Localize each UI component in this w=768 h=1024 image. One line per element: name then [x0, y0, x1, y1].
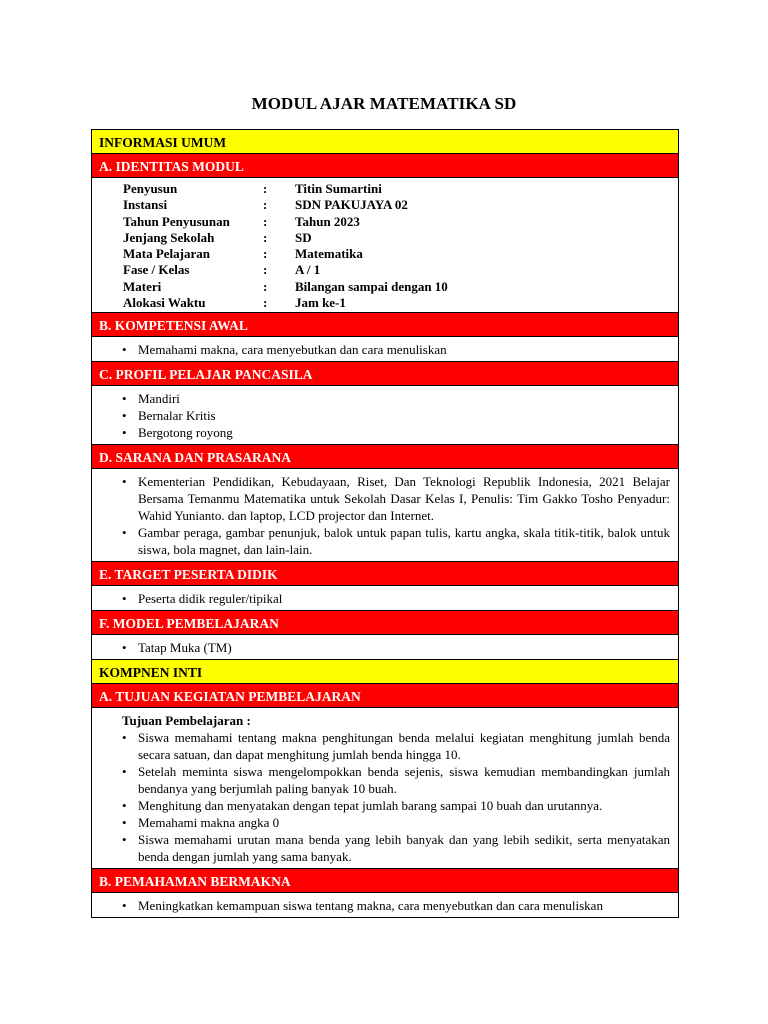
list-item-text: Memahami makna angka 0	[138, 815, 280, 831]
list-item-text: Mandiri	[138, 391, 180, 407]
identitas-separator: :	[263, 213, 268, 229]
bullet-icon: •	[122, 640, 127, 656]
sarana-prasarana-section	[92, 468, 678, 561]
list-item-text: Tatap Muka (TM)	[138, 640, 232, 656]
pemahaman-bermakna-section	[92, 892, 678, 917]
identitas-row	[123, 230, 670, 246]
list-item	[122, 797, 670, 814]
identitas-value: Titin Sumartini	[295, 181, 382, 196]
list-item-text: Setelah meminta siswa mengelompokkan benda sejenis, siswa kemudian membandingkan jumlah bendanya yang berjumlah paling banyak 10 buah.	[138, 764, 670, 797]
list-item	[122, 897, 670, 914]
kompetensi-awal-section	[92, 336, 678, 361]
list-item-text: Siswa memahami tentang makna penghitungan benda melalui kegiatan menghitung jumlah benda secara satuan, dan dapat menghitung jumlah benda hingga 10.	[138, 730, 670, 763]
komponen-inti-header: KOMPNEN INTI	[92, 659, 678, 683]
informasi-umum-header: INFORMASI UMUM	[92, 129, 678, 153]
bullet-icon: •	[122, 730, 127, 746]
identitas-key: Alokasi Waktu	[123, 295, 206, 311]
list-item-text: Menghitung dan menyatakan dengan tepat jumlah barang sampai 10 buah dan urutannya.	[138, 798, 603, 814]
identitas-key: Tahun Penyusunan	[123, 213, 230, 229]
pemahaman-bermakna-header: B. PEMAHAMAN BERMAKNA	[92, 868, 678, 892]
identitas-value: SD	[295, 229, 312, 245]
identitas-separator: :	[263, 181, 268, 196]
identitas-key: Materi	[123, 278, 162, 294]
identitas-key: Jenjang Sekolah	[123, 229, 215, 245]
list-item-text: Meningkatkan kemampuan siswa tentang makna, cara menyebutkan dan cara menuliskan	[138, 898, 603, 914]
list-item	[122, 639, 670, 656]
list-item-text: Gambar peraga, gambar penunjuk, balok untuk papan tulis, kartu angka, skala titik-titik, balok untuk siswa, bola magnet, dan lain-lain.	[138, 525, 670, 558]
identitas-modul-header: A. IDENTITAS MODUL	[92, 153, 678, 177]
identitas-value: SDN PAKUJAYA 02	[295, 197, 408, 213]
bullet-icon: •	[122, 425, 127, 441]
list-item	[122, 831, 670, 865]
bullet-icon: •	[122, 764, 127, 780]
identitas-row	[123, 262, 670, 278]
bullet-icon: •	[122, 408, 127, 424]
identitas-row	[123, 295, 670, 311]
sarana-prasarana-header: D. SARANA DAN PRASARANA	[92, 444, 678, 468]
page-title: MODUL AJAR MATEMATIKA SD	[251, 94, 517, 113]
identitas-value: Matematika	[295, 246, 363, 262]
module-table	[91, 129, 679, 918]
identitas-value: Tahun 2023	[295, 213, 360, 229]
identitas-row	[123, 214, 670, 230]
tujuan-subheading: Tujuan Pembelajaran :	[122, 713, 251, 729]
model-pembelajaran-section	[92, 634, 678, 659]
identitas-key: Fase / Kelas	[123, 262, 190, 278]
identitas-key: Instansi	[123, 197, 168, 213]
list-item-text: Bernalar Kritis	[138, 408, 216, 424]
list-item	[122, 407, 670, 424]
identitas-row	[123, 197, 670, 213]
identitas-key: Penyusun	[123, 181, 178, 196]
tujuan-kegiatan-header: A. TUJUAN KEGIATAN PEMBELAJARAN	[92, 683, 678, 707]
tujuan-kegiatan-section	[92, 707, 678, 868]
identitas-separator: :	[263, 295, 268, 311]
bullet-icon: •	[122, 798, 127, 814]
identitas-modul-section	[92, 177, 678, 312]
bullet-icon: •	[122, 391, 127, 407]
list-item	[122, 763, 670, 797]
identitas-separator: :	[263, 246, 268, 262]
bullet-icon: •	[122, 898, 127, 914]
bullet-icon: •	[122, 591, 127, 607]
list-item	[122, 729, 670, 763]
list-item-text: Siswa memahami urutan mana benda yang lebih banyak dan yang lebih sedikit, serta menyatakan benda dengan jumlah yang sama banyak.	[138, 832, 670, 865]
identitas-separator: :	[263, 229, 268, 245]
list-item	[122, 524, 670, 558]
bullet-icon: •	[122, 474, 127, 490]
identitas-value: A / 1	[295, 262, 321, 278]
identitas-separator: :	[263, 262, 268, 278]
identitas-key: Mata Pelajaran	[123, 246, 211, 262]
list-item	[122, 390, 670, 407]
identitas-value: Jam ke-1	[295, 295, 346, 311]
profil-pelajar-section	[92, 385, 678, 444]
model-pembelajaran-header: F. MODEL PEMBELAJARAN	[92, 610, 678, 634]
identitas-separator: :	[263, 278, 268, 294]
list-item	[122, 590, 670, 607]
list-item	[122, 814, 670, 831]
list-item-text: Peserta didik reguler/tipikal	[138, 591, 283, 607]
identitas-row	[123, 181, 670, 197]
list-item	[122, 473, 670, 524]
list-item-text: Bergotong royong	[138, 425, 233, 441]
kompetensi-awal-header: B. KOMPETENSI AWAL	[92, 312, 678, 336]
bullet-icon: •	[122, 832, 127, 848]
bullet-icon: •	[122, 525, 127, 541]
list-item-text: Memahami makna, cara menyebutkan dan cara menuliskan	[138, 342, 447, 358]
identitas-value: Bilangan sampai dengan 10	[295, 278, 448, 294]
bullet-icon: •	[122, 342, 127, 358]
bullet-icon: •	[122, 815, 127, 831]
identitas-separator: :	[263, 197, 268, 213]
profil-pelajar-header: C. PROFIL PELAJAR PANCASILA	[92, 361, 678, 385]
identitas-row	[123, 246, 670, 262]
list-item	[122, 341, 670, 358]
target-peserta-header: E. TARGET PESERTA DIDIK	[92, 561, 678, 585]
identitas-row	[123, 279, 670, 295]
list-item-text: Kementerian Pendidikan, Kebudayaan, Riset, Dan Teknologi Republik Indonesia, 2021 Belajar Bersama Temanmu Matematika untuk Sekolah Dasar Kelas I, Penulis: Tim Gakko Tosho Penyadur: Wahid Yunianto. dan laptop, LCD projector dan Internet.	[138, 474, 670, 524]
list-item	[122, 424, 670, 441]
target-peserta-section	[92, 585, 678, 610]
